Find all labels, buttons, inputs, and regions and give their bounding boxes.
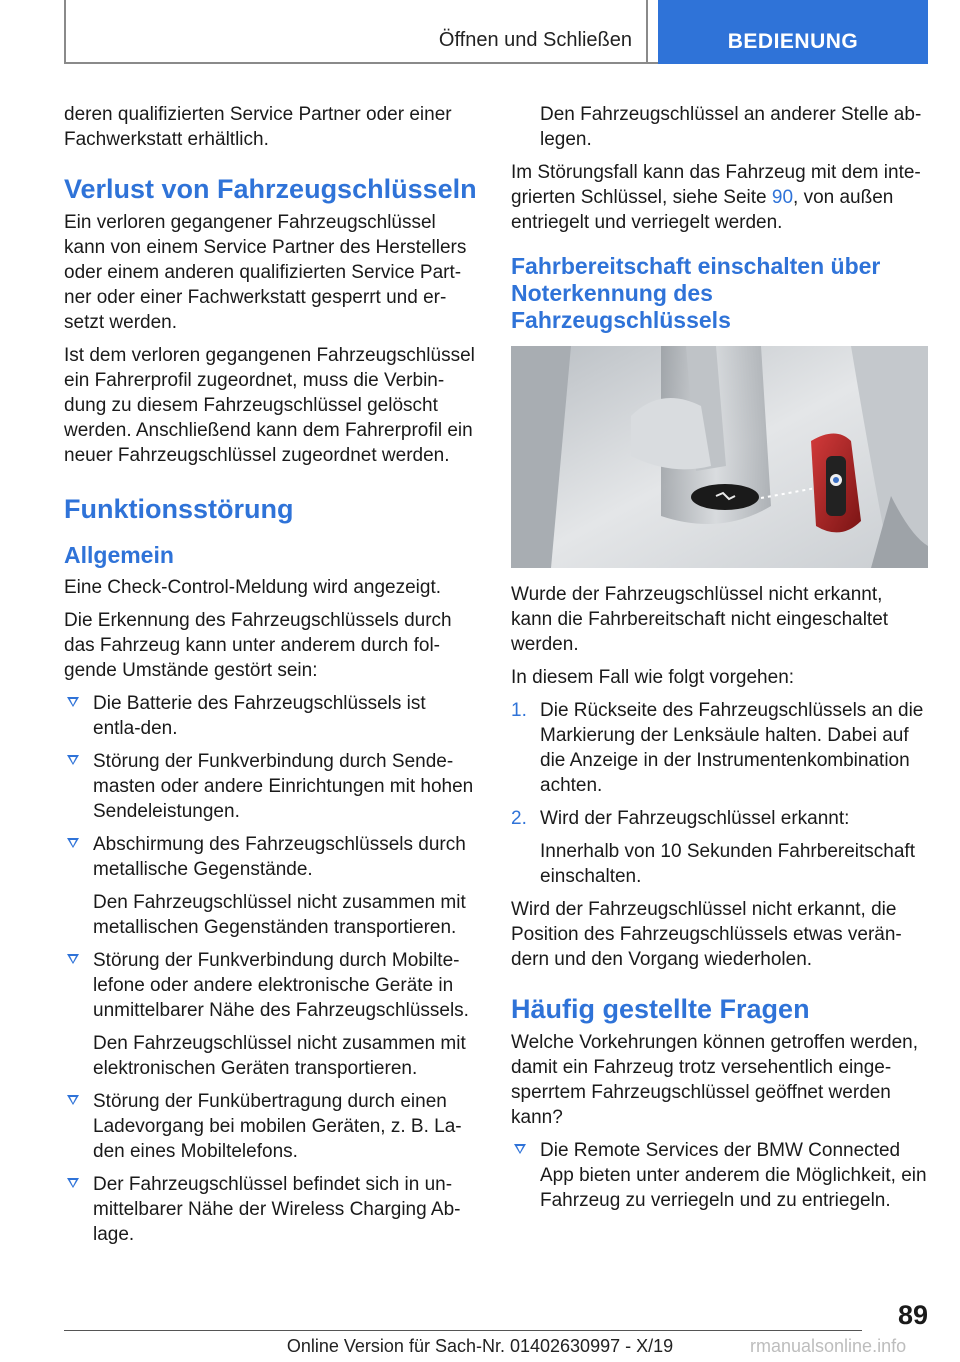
list-item: Störung der Funkverbindung durch Mobilte-lefone oder andere elektronische Geräte in unmittelbarer Nähe des Fahrzeugschlüssels. Den Fahrzeugschlüssel nicht zusammen mit elektronischen Geräten transportieren. [64, 948, 478, 1081]
verlust-paragraph-2: Ist dem verloren gegangenen Fahrzeugschlüssel ein Fahrerprofil zugeordnet, muss die Verbin-dung zu diesem Fahrzeugschlüssel gelöscht werden. Anschließend kann dem Fahrerprofil ein neuer Fahrzeugschlüssel zugeordnet werden. [64, 345, 475, 466]
list-item: Abschirmung des Fahrzeugschlüssels durch metallische Gegenstände. Den Fahrzeugschlüssel nicht zusammen mit metallischen Gegenständen transportieren. [64, 832, 478, 940]
header-chapter-tab[interactable]: BEDIENUNG [658, 0, 928, 64]
heading-allgemein: Allgemein [64, 542, 174, 568]
steering-column-key-photo [511, 346, 928, 568]
header-section-title: Öffnen und Schließen [438, 29, 632, 51]
header-section-box [64, 0, 648, 62]
right-column [511, 102, 928, 1221]
heading-fahrbereitschaft: Fahrbereitschaft einschalten über Noterkennung des Fahrzeugschlüssels [511, 253, 881, 333]
wiederholen-paragraph: Wird der Fahrzeugschlüssel nicht erkannt, die Position des Fahrzeugschlüssels etwas verän-dern und den Vorgang wiederholen. [511, 899, 902, 970]
footer-text: Online Version für Sach-Nr. 01402630997 - X/19 [286, 1336, 674, 1356]
allgemein-paragraph-1: Eine Check-Control-Meldung wird angezeigt. [64, 577, 442, 598]
steps-list [511, 698, 928, 889]
faq-list [511, 1138, 928, 1213]
list-item-note: Den Fahrzeugschlüssel nicht zusammen mit metallischen Gegenständen transportieren. [93, 892, 466, 938]
list-item: Störung der Funkverbindung durch Sende-masten oder andere Einrichtungen mit hohen Sendeleistungen. [64, 749, 478, 824]
list-item-note: Innerhalb von 10 Sekunden Fahrbereitschaft einschalten. [540, 841, 915, 887]
bullet-triangle-icon [67, 1178, 79, 1188]
page-number: 89 [897, 1300, 928, 1330]
step-number: 2. [511, 808, 527, 829]
list-item: Die Remote Services der BMW Connected App bieten unter anderem die Möglichkeit, ein Fahrzeug zu verriegeln und zu entriegeln. [511, 1138, 928, 1213]
nicht-erkannt-paragraph: Wurde der Fahrzeugschlüssel nicht erkannt, kann die Fahrbereitschaft nicht eingeschaltet werden. [511, 584, 889, 655]
bullet-triangle-icon [67, 755, 79, 765]
continued-list-note: Den Fahrzeugschlüssel an anderer Stelle ab-legen. [540, 104, 922, 150]
bullet-triangle-icon [67, 838, 79, 848]
heading-faq: Häufig gestellte Fragen [511, 994, 810, 1024]
bullet-triangle-icon [67, 954, 79, 964]
footer-rule [64, 1330, 862, 1331]
page-reference-link[interactable]: 90 [771, 187, 794, 208]
heading-funktionsstoerung: Funktionsstörung [64, 494, 294, 524]
list-item: Die Batterie des Fahrzeugschlüssels ist entla-den. [64, 691, 478, 741]
list-item-note: Den Fahrzeugschlüssel nicht zusammen mit elektronischen Geräten transportieren. [93, 1033, 466, 1079]
footer-watermark: rmanualsonline.info [750, 1336, 907, 1356]
bullet-triangle-icon [514, 1144, 526, 1154]
stoerungsfall-paragraph: Im Störungsfall kann das Fahrzeug mit dem inte-grierten Schlüssel, siehe Seite 90, von außen entriegelt und verriegelt werden. [511, 162, 921, 233]
list-item: 1. Die Rückseite des Fahrzeugschlüssels an die Markierung der Lenksäule halten. Dabei auf die Anzeige in der Instrumentenkombination achten. [511, 700, 924, 796]
verlust-paragraph-1: Ein verloren gegangener Fahrzeugschlüssel kann von einem Service Partner des Herstellers oder einem anderen qualifizierten Service Part-ner oder einer Fachwerkstatt gesperrt und er-setzt werden. [64, 212, 467, 333]
bullet-triangle-icon [67, 697, 79, 707]
bullet-triangle-icon [67, 1095, 79, 1105]
allgemein-paragraph-2: Die Erkennung des Fahrzeugschlüssels durch das Fahrzeug kann unter anderem durch fol-gende Umstände gestört sein: [64, 610, 452, 681]
intro-paragraph: deren qualifizierten Service Partner oder einer Fachwerkstatt erhältlich. [64, 104, 452, 150]
left-column [64, 102, 478, 1255]
stoerung-list [64, 691, 478, 1247]
step-number: 1. [511, 700, 527, 721]
list-item: Der Fahrzeugschlüssel befindet sich in un-mittelbarer Nähe der Wireless Charging Ab-lage. [64, 1172, 478, 1247]
list-item: Störung der Funkübertragung durch einen Ladevorgang bei mobilen Geräten, z. B. La-den eines Mobiltelefons. [64, 1089, 478, 1164]
list-item: 2. Wird der Fahrzeugschlüssel erkannt: Innerhalb von 10 Sekunden Fahrbereitschaft einschalten. [511, 806, 928, 889]
vorgehen-paragraph: In diesem Fall wie folgt vorgehen: [511, 667, 795, 688]
faq-question: Welche Vorkehrungen können getroffen werden, damit ein Fahrzeug trotz versehentlich einge-sperrtem Fahrzeugschlüssel geöffnet werden kann? [511, 1032, 919, 1128]
heading-verlust: Verlust von Fahrzeugschlüsseln [64, 174, 477, 204]
